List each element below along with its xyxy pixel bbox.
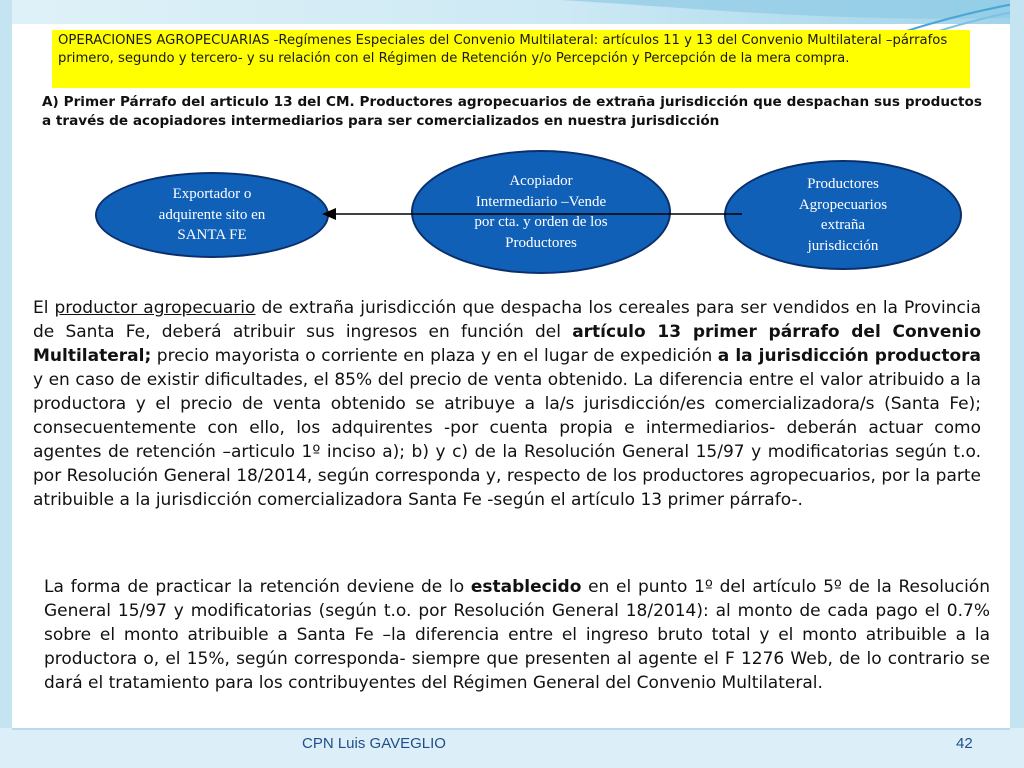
footer-author: CPN Luis GAVEGLIO — [302, 735, 446, 752]
p1-bold-articulo: artículo 13 primer párrafo del Convenio Multilateral; — [33, 322, 981, 366]
productores-line-3: extraña — [820, 217, 866, 233]
acopiador-line-1: Acopiador — [509, 173, 573, 189]
p1-text-a: El — [33, 298, 55, 318]
ellipse-acopiador — [411, 150, 671, 274]
acopiador-line-2: Intermediario –Vende — [475, 193, 607, 210]
slide-title: OPERACIONES AGROPECUARIAS -Regímenes Especiales del Convenio Multilateral: artículos 11 y 13 del Convenio Multilateral –párrafos primero, segundo y tercero- y su relación con el Régimen de Retención y/o Percepción y Percepción de la mera compra. — [58, 33, 948, 67]
right-bar — [1010, 0, 1024, 768]
p1-productor-underlined: productor agropecuario — [54, 298, 256, 318]
paragraph-2 — [44, 575, 990, 695]
p1-bold-jurisdiccion: a la jurisdicción productora — [717, 346, 981, 366]
exportador-line-3: SANTA FE — [177, 227, 247, 244]
p2-text-a: La forma de practicar la retención deviene de lo — [44, 577, 471, 597]
exportador-line-1: Exportador o — [172, 186, 252, 203]
productores-line-4: jurisdicción — [807, 237, 879, 254]
ellipse-exportador — [95, 172, 329, 258]
section-subtitle: A) Primer Párrafo del articulo 13 del CM. Productores agropecuarios de extraña jurisdicción que despachan sus productos a través de acopiadores intermediarios para ser comercializados en nuestra jurisdicción — [42, 94, 982, 129]
acopiador-line-3: por cta. y orden de los — [474, 214, 608, 230]
productores-line-2: Agropecuarios — [798, 196, 888, 213]
slide-title-box — [52, 30, 970, 88]
p1-text-b: de extraña jurisdicción que despacha los cereales para ser vendidos en la Provincia de Santa Fe, deberá atribuir sus ingresos en función del — [33, 298, 982, 342]
acopiador-line-4: Productores — [505, 234, 577, 251]
p2-bold-establecido: establecido — [470, 577, 582, 597]
exportador-line-2: adquirente sito en — [158, 206, 266, 223]
p1-text-d: y en caso de existir dificultades, el 85% del precio de venta obtenido. La diferencia entre el valor atribuido a la productora y el precio de venta obtenido se atribuye a la/s jurisdicción/es comercializadora/s (Santa Fe); consecuentemente con ello, los adquirentes -por cuenta propia e intermediarios- deberán actuar como agentes de retención –articulo 1º inciso a); b) y c) de la Resolución General 15/97 y modificatorias según t.o. por Resolución General 18/2014, según corresponda y, respecto de los productores agropecuarios, por la parte atribuible a la jurisdicción comercializadora Santa Fe -según el artículo 13 primer párrafo-. — [33, 370, 981, 510]
footer-page-number: 42 — [956, 735, 973, 752]
productores-line-1: Productores — [807, 176, 879, 192]
p1-text-c: precio mayorista o corriente en plaza y en el lugar de expedición — [151, 346, 718, 366]
bottom-band — [0, 728, 1024, 768]
paragraph-1 — [33, 296, 981, 512]
ellipse-productores — [724, 160, 962, 270]
left-bar — [0, 0, 12, 768]
p2-text-b: en el punto 1º del artículo 5º de la Resolución General 15/97 y modificatorias (según t.o. por Resolución General 18/2014): al monto de cada pago el 0.7% sobre el monto atribuible a Santa Fe –la diferencia entre el ingreso bruto total y el monto atribuible a la productora o, el 15%, según corresponda- siempre que presenten al agente el F 1276 Web, de lo contrario se dará el tratamiento para los contribuyentes del Régimen General del Convenio Multilateral. — [44, 577, 990, 693]
